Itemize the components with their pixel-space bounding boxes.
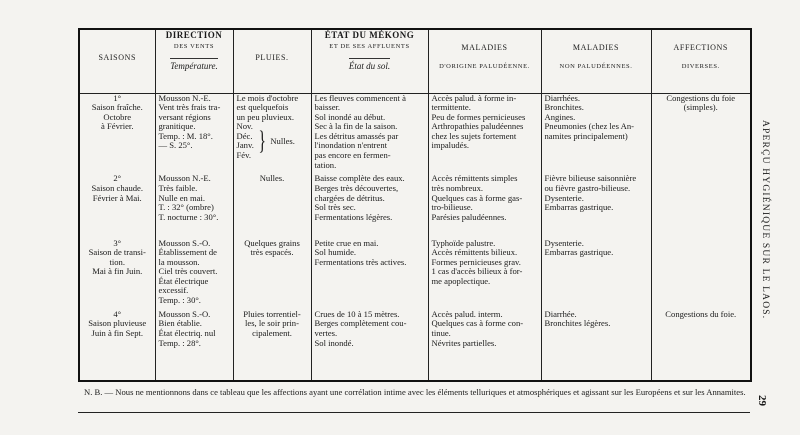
wind-line: la mousson. (158, 256, 200, 267)
season-line: Saison chaude. (91, 183, 144, 193)
cell-maladies-non-paludeennes (541, 310, 651, 381)
table-row (79, 239, 751, 310)
wind-line: Nulle en mai. (158, 192, 206, 203)
rain-month: Fév. (236, 150, 251, 161)
mekong-line: pas encore en fermen- (314, 150, 391, 161)
wind-line: Bien établie. (158, 318, 202, 329)
non-paludal-line: Dysenterie. (544, 237, 584, 248)
header-direction: DIRECTION DES VENTS Température. (155, 29, 233, 93)
footnote: N. B. — Nous ne mentionnons dans ce tableau que les affections ayant une corrélation intime avec les éléments telluriques et atmosphériques et agissant sur les Européens et sur les Annamites. (84, 387, 746, 397)
paludal-line: tro-bilieuse. (431, 202, 473, 213)
cell-pluies (233, 93, 311, 174)
cell-maladies-non-paludeennes (541, 239, 651, 310)
wind-line: granitique. (158, 121, 196, 132)
cell-saison (79, 93, 155, 174)
mekong-line: Les détritus amassés par (314, 130, 399, 141)
cell-maladies-paludeennes (428, 310, 541, 381)
paludal-line: 1 cas d'accès bilieux à for- (431, 266, 523, 277)
wind-line: Mousson N.-E. (158, 173, 211, 184)
season-line: Saison de transi- (88, 247, 146, 258)
cell-affections-diverses (651, 310, 751, 381)
rain-line: Quelques grains (244, 237, 300, 248)
rain-brace-text: Nulles. (270, 135, 295, 146)
wind-line: État électrique (158, 275, 209, 286)
paludal-line: Accès rémittents simples (431, 173, 518, 184)
table-row (79, 93, 751, 174)
paludal-line: Accès rémittents bilieux. (431, 247, 518, 258)
non-paludal-line: Bronchites. (544, 102, 584, 113)
season-line: Février à Mai. (92, 192, 142, 203)
cell-maladies-paludeennes (428, 93, 541, 174)
non-paludal-line: Diarrhée. (544, 308, 577, 319)
paludal-line: Quelques cas à forme gas- (431, 192, 523, 203)
rain-line: très espacés. (250, 247, 294, 258)
cell-pluies (233, 174, 311, 238)
non-paludal-line: Diarrhées. (544, 92, 581, 103)
header-mekong: ÉTAT DU MÉKONG ET DE SES AFFLUENTS État du sol. (311, 29, 428, 93)
paludal-line: tinue. (431, 327, 451, 338)
paludal-line: chez les sujets fortement (431, 130, 517, 141)
affection-line: Congestions du foie. (665, 308, 737, 319)
wind-line: excessif. (158, 285, 189, 296)
brace-symbol: } (258, 126, 266, 156)
paludal-line: termittente. (431, 102, 471, 113)
cell-vents (155, 239, 233, 310)
non-paludal-line: Angines. (544, 111, 576, 122)
table-row (79, 310, 751, 381)
cell-maladies-paludeennes (428, 174, 541, 238)
table-row (79, 174, 751, 238)
non-paludal-line: Pneumonies (chez les An- (544, 121, 634, 132)
wind-line: T. nocturne : 30°. (158, 211, 219, 222)
rain-month: Janv. (236, 140, 254, 151)
non-paludal-line: ou fièvre gastro-bilieuse. (544, 183, 631, 193)
page-number: 29 (756, 395, 768, 406)
mekong-line: Berges très découvertes, (314, 183, 399, 193)
header-pluies: PLUIES. (233, 29, 311, 93)
season-number: 1° (113, 92, 122, 103)
non-paludal-line: Bronchites légères. (544, 318, 611, 329)
mekong-line: Les fleuves commencent à (314, 92, 406, 103)
wind-line: Très faible. (158, 183, 198, 193)
cell-mekong (311, 310, 428, 381)
header-affections: AFFECTIONS DIVERSES. (651, 29, 751, 93)
affection-line: Congestions du foie (666, 92, 736, 103)
paludal-line: Formes pernicieuses grav. (431, 256, 521, 267)
rain-line: les, le soir prin- (245, 318, 299, 329)
climate-disease-table (78, 28, 752, 382)
mekong-line: Berges complètement cou- (314, 318, 407, 329)
cell-mekong (311, 239, 428, 310)
mekong-line: Sol très sec. (314, 202, 356, 213)
paludal-line: Parésies paludéennes. (431, 211, 507, 222)
mekong-line: Petite crue en mai. (314, 237, 379, 248)
running-title: APERÇU HYGIÉNIQUE SUR LE LAOS. (760, 120, 770, 320)
paludal-line: impaludés. (431, 140, 469, 151)
rain-line: cipalement. (252, 327, 292, 338)
wind-line: Temp. : 28°. (158, 337, 201, 348)
mekong-line: vertes. (314, 327, 338, 338)
cell-vents (155, 93, 233, 174)
wind-line: Temp. : 30°. (158, 295, 201, 306)
wind-line: Établissement de (158, 247, 217, 258)
rain-months-group (237, 122, 308, 160)
non-paludal-line: namites principalement) (544, 130, 628, 141)
wind-line: Mousson S.-O. (158, 237, 211, 248)
mekong-line: chargées de détritus. (314, 192, 385, 203)
rain-line: un peu pluvieux. (236, 111, 295, 122)
cell-mekong (311, 93, 428, 174)
cell-maladies-non-paludeennes (541, 174, 651, 238)
bottom-rule (78, 412, 750, 413)
mekong-line: Baisse complète des eaux. (314, 173, 405, 184)
header-saisons: SAISONS (79, 29, 155, 93)
affection-line: (simples). (683, 102, 718, 113)
cell-maladies-non-paludeennes (541, 93, 651, 174)
header-maladies-non-paludeennes: MALADIES NON PALUDÉENNES. (541, 29, 651, 93)
season-line: à Février. (101, 121, 134, 132)
cell-affections-diverses (651, 174, 751, 238)
rain-month: Déc. (236, 130, 253, 141)
mekong-line: Sec à la fin de la saison. (314, 121, 398, 132)
non-paludal-line: Fièvre bilieuse saisonnière (544, 173, 637, 184)
paludal-line: Quelques cas à forme con- (431, 318, 524, 329)
rain-line: est quelquefois (236, 102, 289, 113)
cell-maladies-paludeennes (428, 239, 541, 310)
season-number: 4° (113, 308, 122, 319)
non-paludal-line: Dysenterie. (544, 192, 584, 203)
wind-line: T. : 32° (ombre) (158, 202, 214, 213)
cell-affections-diverses (651, 239, 751, 310)
season-line: tion. (109, 256, 126, 267)
paludal-line: Typhoïde palustre. (431, 237, 496, 248)
season-line: Saison pluvieuse (88, 318, 147, 329)
season-line: Saison fraîche. (91, 102, 143, 113)
wind-line: Mousson S.-O. (158, 308, 211, 319)
cell-saison (79, 239, 155, 310)
rain-line: Le mois d'octobre (236, 92, 299, 103)
wind-line: Ciel très couvert. (158, 266, 218, 277)
cell-vents (155, 174, 233, 238)
mekong-line: baisser. (314, 102, 341, 113)
cell-saison (79, 310, 155, 381)
season-line: Mai à fin Juin. (92, 266, 143, 277)
mekong-line: Sol inondé au début. (314, 111, 386, 122)
cell-mekong (311, 174, 428, 238)
mekong-line: l'inondation n'entrent (314, 140, 388, 151)
mekong-line: Fermentations légères. (314, 211, 393, 222)
paludal-line: Peu de formes pernicieuses (431, 111, 526, 122)
season-line: Juin à fin Sept. (91, 327, 144, 338)
wind-line: Mousson N.-E. (158, 92, 211, 103)
wind-line: Temp. : M. 18°. (158, 130, 213, 141)
paludal-line: Névrites partielles. (431, 337, 497, 348)
cell-pluies (233, 310, 311, 381)
mekong-line: tation. (314, 159, 337, 170)
mekong-line: Sol inondé. (314, 337, 354, 348)
paludal-line: très nombreux. (431, 183, 484, 193)
non-paludal-line: Embarras gastrique. (544, 202, 614, 213)
wind-line: versant régions (158, 111, 211, 122)
rain-month: Nov. (236, 121, 253, 132)
header-maladies-paludeennes: MALADIES D'ORIGINE PALUDÉENNE. (428, 29, 541, 93)
cell-vents (155, 310, 233, 381)
mekong-line: Fermentations très actives. (314, 256, 407, 267)
season-number: 2° (113, 173, 122, 184)
cell-affections-diverses (651, 93, 751, 174)
rain-line: Pluies torrentiel- (243, 308, 301, 319)
wind-line: — S. 25°. (158, 140, 193, 151)
cell-pluies (233, 239, 311, 310)
wind-line: Vent très frais tra- (158, 102, 221, 113)
mekong-line: Sol humide. (314, 247, 357, 258)
non-paludal-line: Embarras gastrique. (544, 247, 614, 258)
cell-saison (79, 174, 155, 238)
season-number: 3° (113, 237, 122, 248)
paludal-line: Accès palud. à forme in- (431, 92, 517, 103)
wind-line: État électriq. nul (158, 327, 216, 338)
paludal-line: Arthropathies paludéennes (431, 121, 524, 132)
paludal-line: me apoplectique. (431, 275, 491, 286)
rain-line: Nulles. (259, 173, 285, 184)
mekong-line: Crues de 10 à 15 mètres. (314, 308, 400, 319)
season-line: Octobre (103, 111, 132, 122)
rain-months (237, 122, 254, 160)
paludal-line: Accès palud. interm. (431, 308, 503, 319)
